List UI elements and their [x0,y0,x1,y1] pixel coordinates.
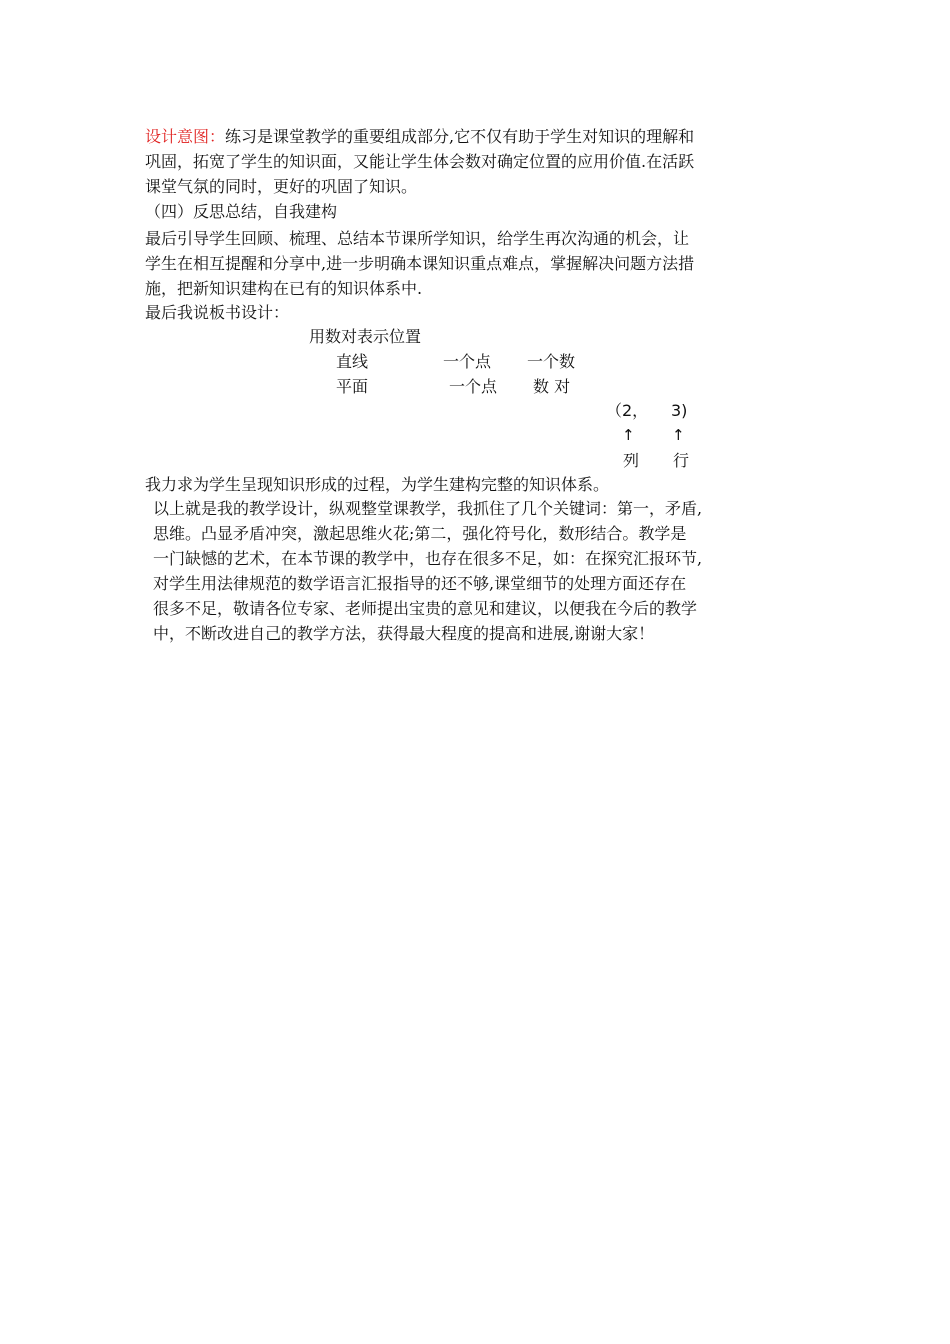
section-4-line-3: 施，把新知识建构在已有的知识体系中. [145,279,423,298]
label-column: 列 [623,451,640,470]
closing-line-3: 思维。凸显矛盾冲突，激起思维火花;第二，强化符号化，数形结合。教学是 [153,524,687,543]
closing-line-1: 我力求为学生呈现知识形成的过程，为学生建构完整的知识体系。 [145,475,610,494]
board-row2-pair: 数 对 [533,377,571,396]
design-intent-line-2: 巩固，拓宽了学生的知识面，又能让学生体会数对确定位置的应用价值.在活跃 [145,152,695,171]
closing-line-2: 以上就是我的教学设计，纵观整堂课教学，我抓住了几个关键词：第一，矛盾, [153,499,703,518]
board-row1-point: 一个点 [443,352,492,371]
closing-line-7: 中，不断改进自己的教学方法，获得最大程度的提高和进展,谢谢大家！ [153,624,655,643]
board-row2-label: 平面 [336,377,369,396]
design-intent-label: 设计意图： [145,127,226,146]
board-row1-label: 直线 [336,352,369,371]
arrow-up-icon: ↑ [672,426,685,444]
design-intent-line-3: 课堂气氛的同时，更好的巩固了知识。 [145,177,418,196]
board-row2-point: 一个点 [449,377,498,396]
label-row: 行 [673,451,690,470]
design-intent-line-1 [145,126,694,148]
closing-line-4: 一门缺憾的艺术，在本节课的教学中，也存在很多不足，如：在探究汇报环节, [153,549,703,568]
coordinate-right: 3) [671,401,688,420]
section-4-line-2: 学生在相互提醒和分享中,进一步明确本课知识重点难点，掌握解决问题方法措 [145,254,695,273]
section-4-line-1: 最后引导学生回顾、梳理、总结本节课所学知识，给学生再次沟通的机会，让 [145,229,690,248]
section-4-line-4: 最后我说板书设计： [145,303,290,322]
coordinate-left: （2， [606,401,649,420]
closing-line-5: 对学生用法律规范的数学语言汇报指导的还不够,课堂细节的处理方面还存在 [153,574,687,593]
closing-line-6: 很多不足，敬请各位专家、老师提出宝贵的意见和建议，以便我在今后的教学 [153,599,698,618]
arrow-up-icon: ↑ [622,426,635,444]
board-row1-number: 一个数 [527,352,576,371]
board-title: 用数对表示位置 [309,327,422,346]
design-intent-text-1: 练习是课堂教学的重要组成部分,它不仅有助于学生对知识的理解和 [225,127,695,146]
section-4-heading: （四）反思总结，自我建构 [145,202,338,221]
